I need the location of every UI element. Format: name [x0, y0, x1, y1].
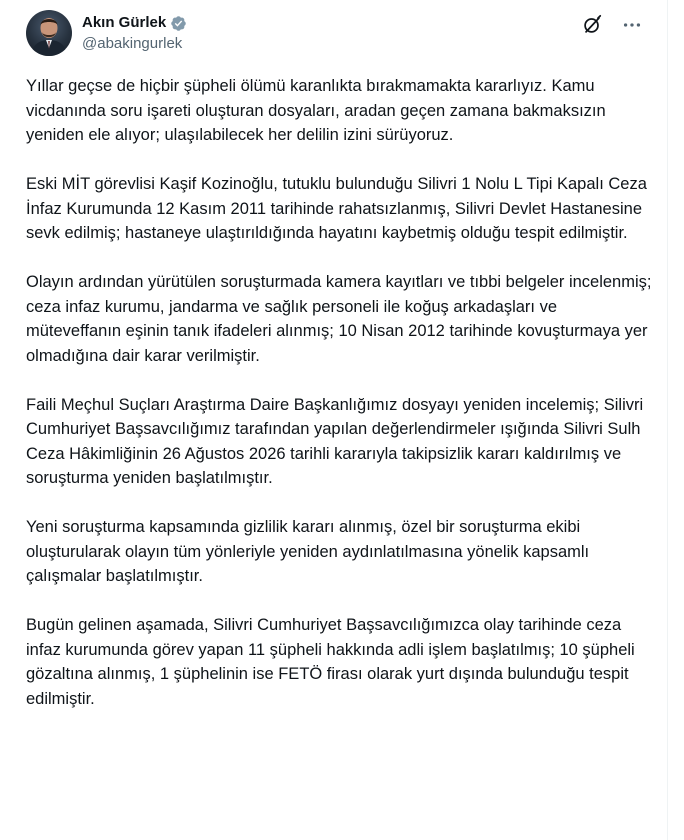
verified-badge-icon[interactable] — [170, 15, 187, 32]
post-header — [26, 10, 657, 58]
author-name[interactable]: Akın Gürlek — [82, 14, 167, 31]
post-text — [26, 74, 654, 736]
header-actions — [581, 14, 643, 36]
post-paragraph: Yıllar geçse de hiçbir şüpheli ölümü karanlıkta bırakmamakta kararlıyız. Kamu vicdanında soru işareti oluşturan dosyaları, aradan geçen zamana bakmaksızın yeniden ele alıyor; ulaşılabilecek her delilin izini sürüyoruz. — [26, 77, 606, 144]
user-info — [82, 13, 187, 54]
post-paragraph: Bugün gelinen aşamada, Silivri Cumhuriyet Başsavcılığımızca olay tarihinde ceza infaz kurumunda görev yapan 11 şüpheli hakkında adli işlem başlatılmış; 10 şüpheli gözaltına alınmış, 1 şüphelinin ise FETÖ firası olarak yurt dışında bulunduğu tespit edilmiştir. — [26, 616, 635, 708]
post-paragraph: Faili Meçhul Suçları Araştırma Daire Başkanlığımız dosyayı yeniden incelemiş; Silivri Cumhuriyet Başsavcılığımız tarafından yapılan değerlendirmeler ışığında Silivri Sulh Ceza Hâkimliğinin 26 Ağustos 2026 tarihli kararıyla takipsizlik kararı kaldırılmış ve soruşturma yeniden başlatılmıştır. — [26, 395, 644, 487]
post-paragraph: Eski MİT görevlisi Kaşif Kozinoğlu, tutuklu bulunduğu Silivri 1 Nolu L Tipi Kapalı Ceza İnfaz Kurumunda 12 Kasım 2011 tarihinde rahatsızlanmış, Silivri Devlet Hastanesine sevk edilmiş; hastaneye ulaştırıldığında hayatını kaybetmiş olduğu tespit edilmiştir. — [26, 175, 647, 242]
author-handle[interactable]: @abakingurlek — [82, 35, 183, 52]
name-row — [82, 13, 187, 33]
more-options-icon[interactable] — [621, 14, 643, 36]
avatar[interactable] — [26, 10, 72, 56]
post-paragraph: Olayın ardından yürütülen soruşturmada kamera kayıtları ve tıbbi belgeler incelenmiş; ceza infaz kurumu, jandarma ve sağlık personeli ile koğuş arkadaşları ve müteveffanın eşinin tanık ifadeleri alınmış; 10 Nisan 2012 tarihinde kovuşturmaya yer olmadığına dair karar verilmiştir. — [26, 273, 652, 365]
grok-icon[interactable] — [581, 14, 603, 36]
post-paragraph: Yeni soruşturma kapsamında gizlilik kararı alınmış, özel bir soruşturma ekibi oluşturularak olayın tüm yönleriyle yeniden aydınlatılmasına yönelik kapsamlı çalışmalar başlatılmıştır. — [26, 518, 590, 585]
avatar-portrait-icon — [26, 10, 72, 56]
